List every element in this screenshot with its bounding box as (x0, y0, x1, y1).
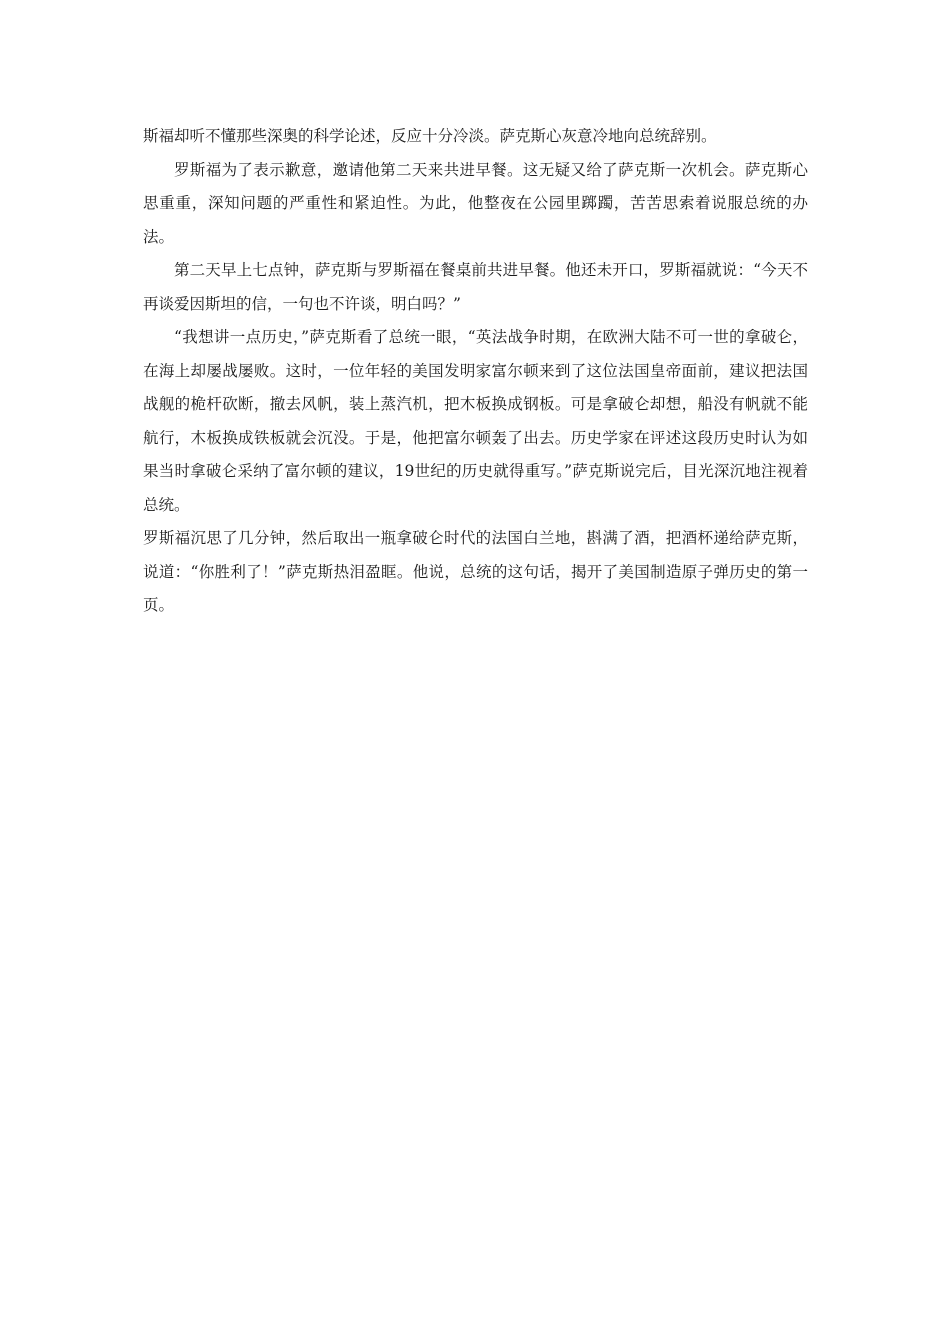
paragraph-4: “我想讲一点历史，”萨克斯看了总统一眼，“英法战争时期，在欧洲大陆不可一世的拿破仑，在海上却屡战屡败。这时，一位年轻的美国发明家富尔顿来到了这位法国皇帝面前，建议把法国战舰的桅杆砍断，撤去风帆，装上蒸汽机，把木板换成钢板。可是拿破仑却想，船没有帆就不能航行，木板换成铁板就会沉没。于是，他把富尔顿轰了出去。历史学家在评述这段历史时认为如果当时拿破仑采纳了富尔顿的建议，19世纪的历史就得重写。”萨克斯说完后，目光深沉地注视着总统。 (143, 328, 808, 514)
paragraph-5: 罗斯福沉思了几分钟，然后取出一瓶拿破仑时代的法国白兰地，斟满了酒，把酒杯递给萨克斯，说道：“你胜利了！”萨克斯热泪盈眶。他说，总统的这句话，揭开了美国制造原子弹历史的第一页。 (143, 529, 808, 614)
paragraph-3: 第二天早上七点钟，萨克斯与罗斯福在餐桌前共进早餐。他还未开口，罗斯福就说：“今天不再谈爱因斯坦的信，一句也不许谈，明白吗？” (143, 261, 808, 313)
paragraph-2: 罗斯福为了表示歉意，邀请他第二天来共进早餐。这无疑又给了萨克斯一次机会。萨克斯心思重重，深知问题的严重性和紧迫性。为此，他整夜在公园里踯躅，苦苦思索着说服总统的办法。 (143, 160, 808, 246)
document-body (143, 120, 808, 623)
paragraph-1: 斯福却听不懂那些深奥的科学论述，反应十分冷淡。萨克斯心灰意冷地向总统辞别。 (143, 127, 717, 145)
